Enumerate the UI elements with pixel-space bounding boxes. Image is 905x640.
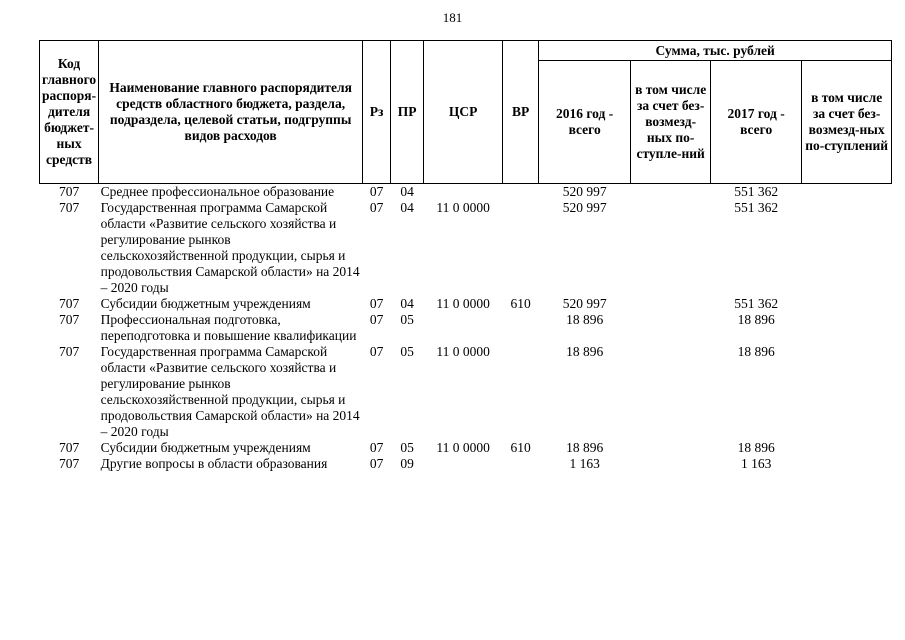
- row-free-2016: [631, 184, 711, 201]
- row-csr: [424, 184, 503, 201]
- row-name: Государственная программа Самарской области «Развитие сельского хозяйства и регулирование рынков сельскохозяйственной продукции, сырья и продовольствия Самарской области» на 2014 – 2020 годы: [100, 200, 360, 295]
- row-vr: [503, 184, 539, 201]
- header-rz: Рз: [363, 41, 391, 184]
- row-csr: 11 0 0000: [436, 200, 490, 215]
- row-pr: 05: [400, 440, 414, 455]
- row-sum-2017: 1 163: [740, 456, 772, 471]
- page-number: 181: [442, 10, 463, 25]
- row-free-2016: [631, 440, 711, 456]
- row-name: Субсидии бюджетным учреждениям: [100, 440, 311, 455]
- header-2016-free: в том числе за счет без-возмезд-ных по-ступле-ний: [631, 61, 711, 184]
- header-vr: ВР: [503, 41, 539, 184]
- table-row: [40, 440, 892, 456]
- row-free-2017: [802, 184, 892, 201]
- row-name: Государственная программа Самарской области «Развитие сельского хозяйства и регулирование рынков сельскохозяйственной продукции, сырья и продовольствия Самарской области» на 2014 – 2020 годы: [100, 344, 360, 439]
- table-row: [40, 296, 892, 312]
- row-sum-2016: 1 163: [569, 456, 600, 471]
- row-name: Среднее профессиональное образование: [100, 184, 335, 199]
- row-free-2016: [631, 344, 711, 440]
- row-pr: 04: [400, 184, 414, 199]
- table-header: [40, 41, 892, 184]
- row-free-2016: [631, 456, 711, 472]
- row-sum-2017: 18 896: [737, 440, 775, 455]
- row-sum-2017: 551 362: [734, 296, 779, 311]
- row-vr: 610: [510, 296, 531, 311]
- row-vr: [503, 200, 539, 296]
- row-name: Другие вопросы в области образования: [100, 456, 328, 471]
- row-sum-2017: 18 896: [737, 344, 775, 359]
- table-row: [40, 200, 892, 296]
- row-free-2017: [802, 456, 892, 472]
- table-row: [40, 184, 892, 201]
- row-name: Субсидии бюджетным учреждениям: [100, 296, 311, 311]
- row-code: 707: [58, 296, 80, 311]
- row-code: 707: [58, 312, 80, 327]
- row-csr: [424, 456, 503, 472]
- row-free-2016: [631, 200, 711, 296]
- row-rz: 07: [369, 312, 384, 327]
- row-rz: 07: [369, 184, 384, 199]
- row-csr: 11 0 0000: [436, 440, 490, 455]
- row-code: 707: [58, 200, 80, 215]
- row-free-2017: [802, 296, 892, 312]
- header-name: Наименование главного распорядителя средств областного бюджета, раздела, подраздела, целевой статьи, подгруппы видов расходов: [99, 41, 363, 184]
- row-sum-2017: 551 362: [734, 184, 779, 199]
- row-pr: 05: [400, 344, 414, 359]
- row-sum-2016: 18 896: [566, 344, 604, 359]
- row-free-2016: [631, 296, 711, 312]
- row-sum-2016: 18 896: [566, 312, 604, 327]
- row-code: 707: [58, 440, 80, 455]
- row-sum-2016: 520 997: [562, 200, 607, 215]
- row-rz: 07: [369, 440, 384, 455]
- row-rz: 07: [369, 200, 384, 215]
- row-sum-2016: 520 997: [562, 296, 607, 311]
- header-sum-group: Сумма, тыс. рублей: [539, 41, 892, 61]
- header-csr: ЦСР: [424, 41, 503, 184]
- row-sum-2017: 551 362: [734, 200, 779, 215]
- row-vr: [503, 312, 539, 344]
- row-pr: 09: [400, 456, 414, 471]
- row-free-2016: [631, 312, 711, 344]
- row-code: 707: [58, 344, 80, 359]
- header-code: Код главного распоря-дителя бюджет-ных средств: [40, 41, 99, 184]
- row-vr: [503, 344, 539, 440]
- row-csr: 11 0 0000: [436, 344, 490, 359]
- table-row: [40, 312, 892, 344]
- header-pr: ПР: [391, 41, 424, 184]
- row-free-2017: [802, 440, 892, 456]
- row-name: Профессиональная подготовка, переподготовка и повышение квалификации: [100, 312, 357, 343]
- row-code: 707: [58, 184, 80, 199]
- row-free-2017: [802, 312, 892, 344]
- row-csr: 11 0 0000: [436, 296, 490, 311]
- table-body: [40, 184, 892, 473]
- row-pr: 04: [400, 200, 414, 215]
- row-rz: 07: [369, 344, 384, 359]
- header-2017-total: 2017 год - всего: [711, 61, 802, 184]
- row-code: 707: [58, 456, 80, 471]
- row-pr: 05: [400, 312, 414, 327]
- row-pr: 04: [400, 296, 414, 311]
- budget-table: [39, 40, 892, 472]
- row-sum-2016: 18 896: [566, 440, 604, 455]
- row-rz: 07: [369, 456, 384, 471]
- table-row: [40, 456, 892, 472]
- row-vr: [503, 456, 539, 472]
- table-row: [40, 344, 892, 440]
- row-rz: 07: [369, 296, 384, 311]
- row-sum-2017: 18 896: [737, 312, 775, 327]
- row-csr: [424, 312, 503, 344]
- row-free-2017: [802, 344, 892, 440]
- header-2017-free: в том числе за счет без-возмезд-ных по-ступлений: [802, 61, 892, 184]
- row-free-2017: [802, 200, 892, 296]
- row-sum-2016: 520 997: [562, 184, 607, 199]
- header-2016-total: 2016 год - всего: [539, 61, 631, 184]
- row-vr: 610: [510, 440, 531, 455]
